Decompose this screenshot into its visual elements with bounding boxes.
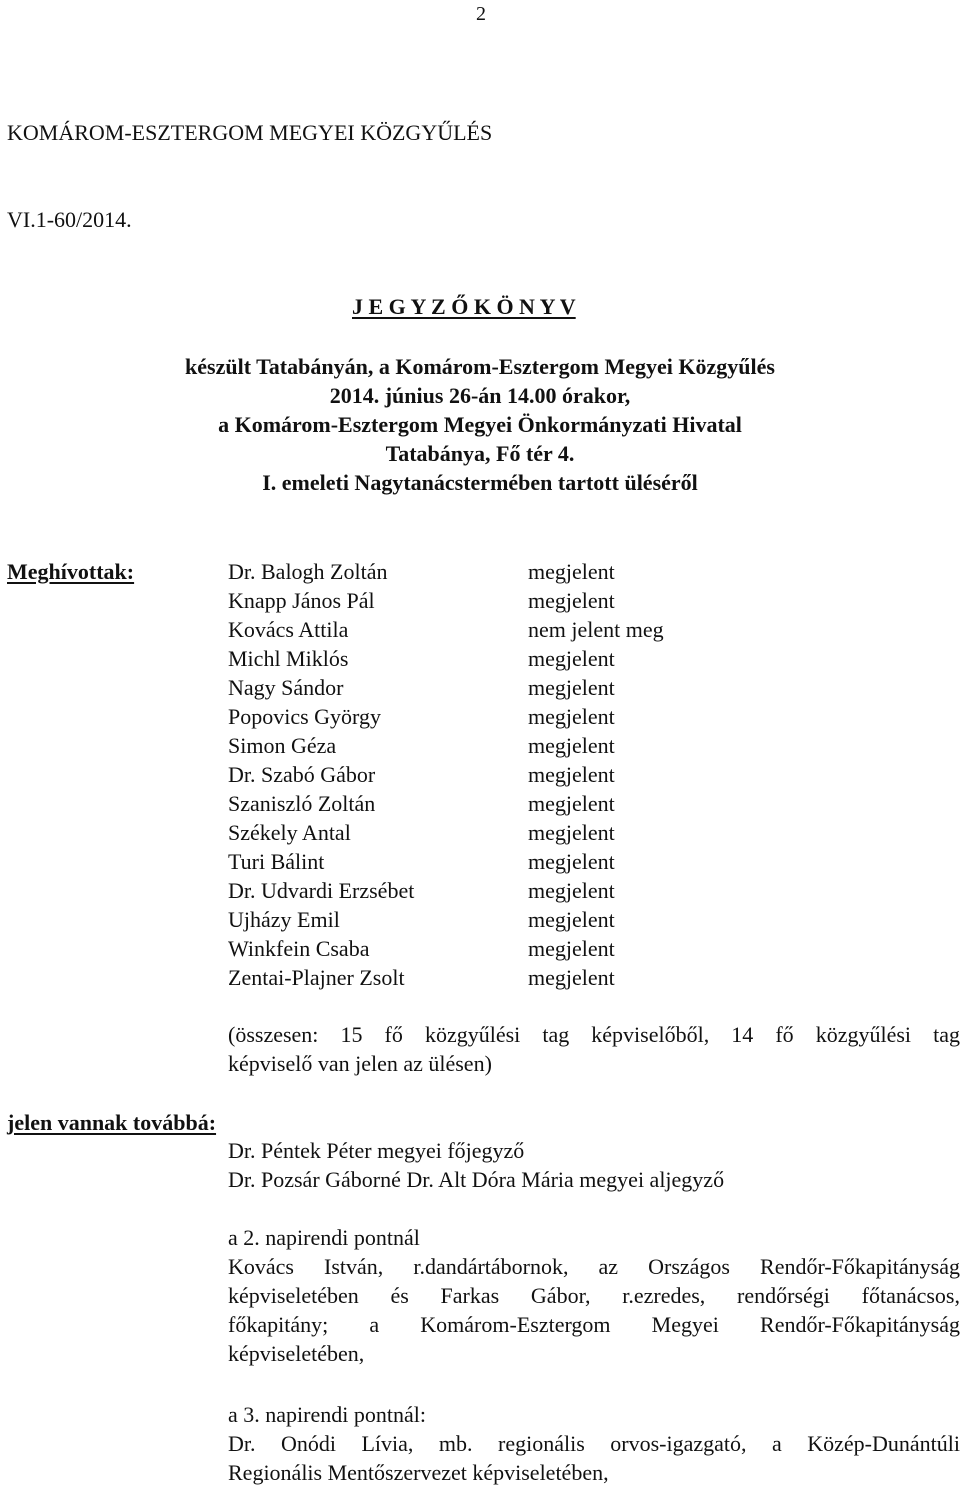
agenda-2-line: Kovács István, r.dandártábornok, az Országos Rendőr-Főkapitányság <box>228 1254 960 1279</box>
summary-line: (összesen: 15 fő közgyűlési tag képviselőből, 14 fő közgyűlési tag <box>228 1022 960 1047</box>
officials-list <box>228 1136 960 1194</box>
member-row <box>228 818 928 847</box>
subtitle-line: a Komárom-Esztergom Megyei Önkormányzati Hivatal <box>218 412 742 437</box>
member-name: Kovács Attila <box>228 617 349 642</box>
member-name: Székely Antal <box>228 820 351 845</box>
member-row <box>228 731 928 760</box>
member-row <box>228 789 928 818</box>
agenda-3-line: Dr. Onódi Lívia, mb. regionális orvos-igazgató, a Közép-Dunántúli <box>228 1431 960 1456</box>
member-status: megjelent <box>528 878 615 903</box>
member-status: megjelent <box>528 588 615 613</box>
official-line: Dr. Pozsár Gáborné Dr. Alt Dóra Mária megyei aljegyző <box>228 1167 725 1192</box>
agenda-2-line: képviseletében és Farkas Gábor, r.ezredes, rendőrségi főtanácsos, <box>228 1283 960 1308</box>
reference-number: VI.1-60/2014. <box>7 207 132 232</box>
agenda-2-heading: a 2. napirendi pontnál <box>228 1225 420 1250</box>
agenda-2-section <box>228 1223 960 1368</box>
subtitle-line: készült Tatabányán, a Komárom-Esztergom Megyei Közgyűlés <box>185 354 775 379</box>
member-status: megjelent <box>528 965 615 990</box>
member-name: Simon Géza <box>228 733 337 758</box>
member-row <box>228 963 928 992</box>
member-row <box>228 557 928 586</box>
member-row <box>228 847 928 876</box>
member-status: megjelent <box>528 646 615 671</box>
member-name: Popovics György <box>228 704 381 729</box>
member-row <box>228 615 928 644</box>
subtitle-line: 2014. június 26-án 14.00 órakor, <box>329 383 631 408</box>
member-row <box>228 905 928 934</box>
member-status: megjelent <box>528 791 615 816</box>
member-name: Ujházy Emil <box>228 907 340 932</box>
member-name: Dr. Szabó Gábor <box>228 762 376 787</box>
member-name: Turi Bálint <box>228 849 325 874</box>
member-status: megjelent <box>528 936 615 961</box>
member-row <box>228 760 928 789</box>
member-name: Zentai-Plajner Zsolt <box>228 965 405 990</box>
member-status: megjelent <box>528 675 615 700</box>
member-status: megjelent <box>528 820 615 845</box>
member-name: Dr. Balogh Zoltán <box>228 559 388 584</box>
agenda-2-line: képviseletében, <box>228 1341 365 1366</box>
member-status: megjelent <box>528 762 615 787</box>
also-present-label: jelen vannak továbbá: <box>7 1110 217 1135</box>
page-number: 2 <box>476 3 486 25</box>
member-name: Knapp János Pál <box>228 588 375 613</box>
member-row <box>228 702 928 731</box>
attendance-summary <box>228 1020 960 1078</box>
member-status: megjelent <box>528 849 615 874</box>
subtitle-line: I. emeleti Nagytanácstermében tartott üléséről <box>262 470 698 495</box>
agenda-2-line: főkapitány; a Komárom-Esztergom Megyei Rendőr-Főkapitányság <box>228 1312 960 1337</box>
member-row <box>228 673 928 702</box>
member-status: megjelent <box>528 733 615 758</box>
member-row <box>228 586 928 615</box>
member-name: Szaniszló Zoltán <box>228 791 376 816</box>
document-title: J E G Y Z Ő K Ö N Y V <box>352 294 576 319</box>
subtitle-line: Tatabánya, Fő tér 4. <box>385 441 575 466</box>
agenda-3-heading: a 3. napirendi pontnál: <box>228 1402 426 1427</box>
member-status: megjelent <box>528 704 615 729</box>
organization-heading: KOMÁROM-ESZTERGOM MEGYEI KÖZGYŰLÉS <box>7 120 493 145</box>
member-status: nem jelent meg <box>528 617 664 642</box>
summary-line: képviselő van jelen az ülésen) <box>228 1051 492 1076</box>
member-row <box>228 644 928 673</box>
official-line: Dr. Péntek Péter megyei főjegyző <box>228 1138 525 1163</box>
member-row <box>228 934 928 963</box>
member-status: megjelent <box>528 559 615 584</box>
agenda-3-line: Regionális Mentőszervezet képviseletében, <box>228 1460 609 1485</box>
member-name: Michl Miklós <box>228 646 349 671</box>
members-list <box>228 557 928 992</box>
member-name: Nagy Sándor <box>228 675 344 700</box>
invited-label: Meghívottak: <box>7 559 135 584</box>
agenda-3-section <box>228 1400 960 1487</box>
document-subtitle <box>0 352 960 497</box>
member-status: megjelent <box>528 907 615 932</box>
member-name: Winkfein Csaba <box>228 936 370 961</box>
member-row <box>228 876 928 905</box>
member-name: Dr. Udvardi Erzsébet <box>228 878 415 903</box>
